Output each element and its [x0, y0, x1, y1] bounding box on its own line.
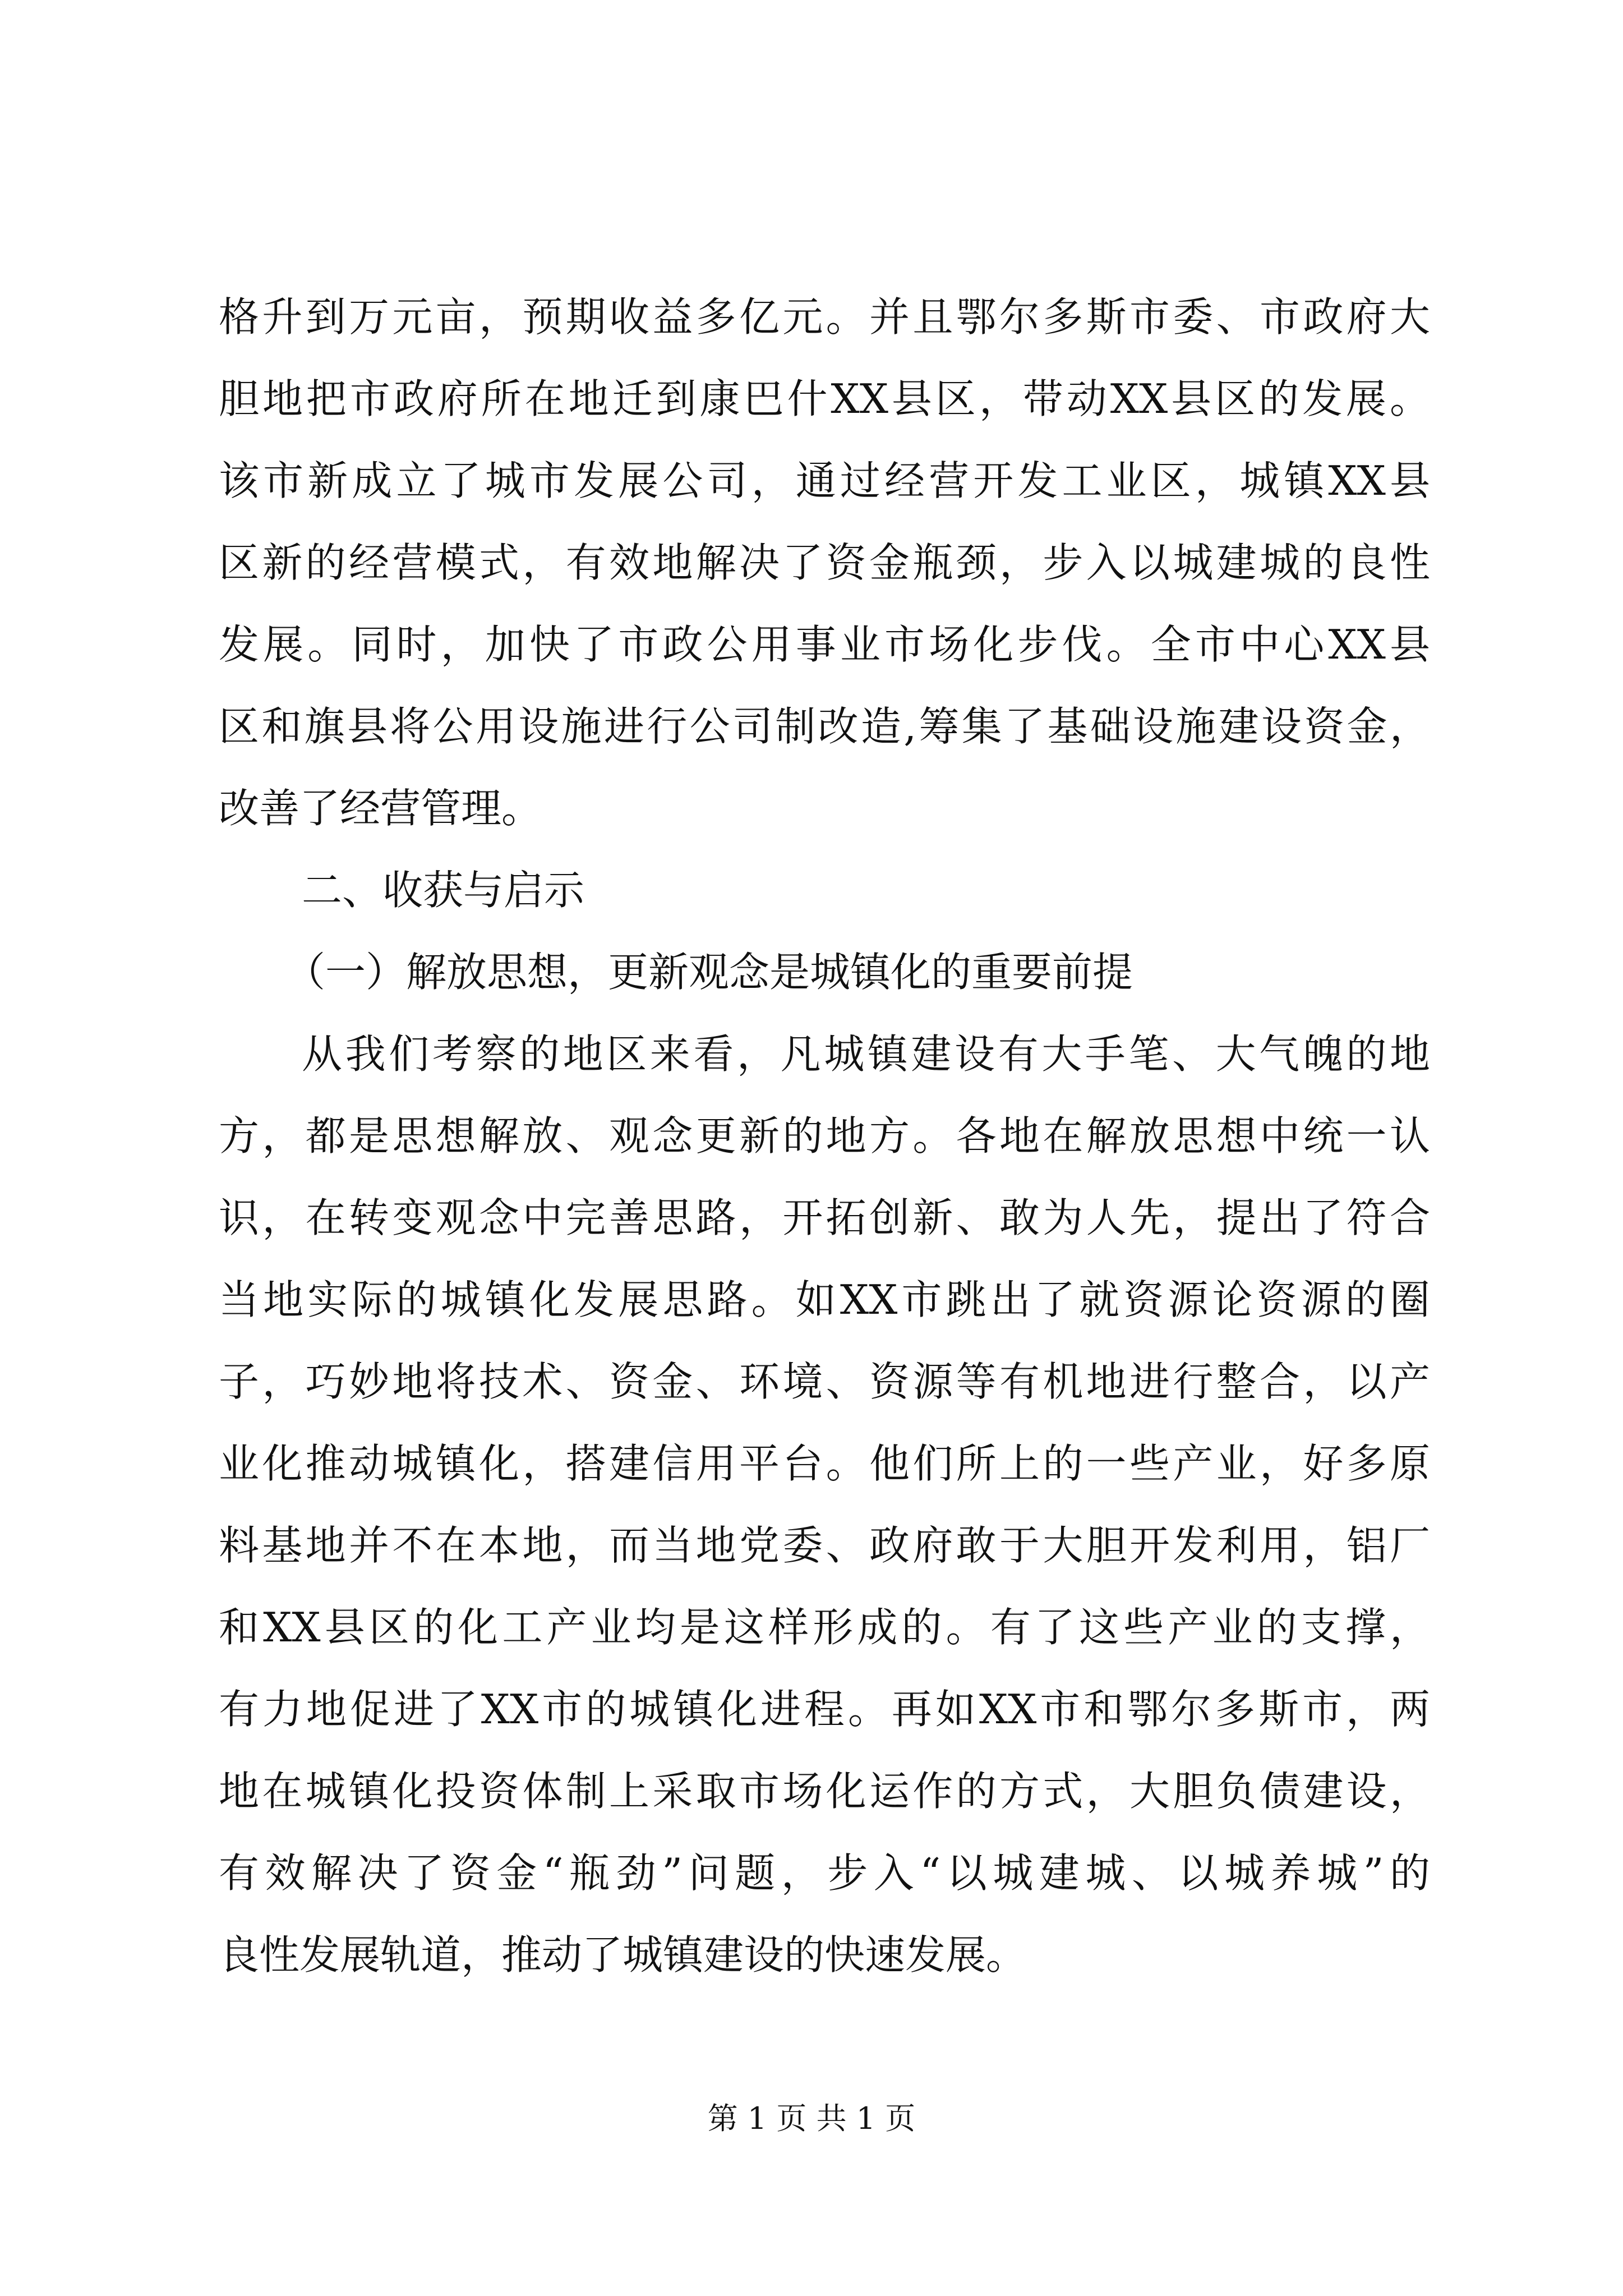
text-line-13: 当地实际的城镇化发展思路。如XX市跳出了就资源论资源的圈 [219, 1276, 1430, 1323]
text-line-20: 有效解决了资金“瓶劲”问题，步入“以城建城、以城养城”的 [219, 1849, 1430, 1897]
text-line-2: 胆地把市政府所在地迁到康巴什XX县区，带动XX县区的发展。 [219, 375, 1430, 422]
text-line-10: 从我们考察的地区来看，凡城镇建设有大手笔、大气魄的地 [302, 1030, 1430, 1078]
text-line-16: 料基地并不在本地，而当地党委、政府敢于大胆开发利用，铝厂 [219, 1522, 1430, 1569]
text-line-14: 子，巧妙地将技术、资金、环境、资源等有机地进行整合，以产 [219, 1358, 1430, 1405]
section-heading: 二、收获与启示 [302, 867, 585, 914]
text-line-12: 识，在转变观念中完善思路，开拓创新、敢为人先，提出了符合 [219, 1194, 1430, 1241]
text-line-21: 良性发展轨道，推动了城镇建设的快速发展。 [219, 1931, 1027, 1978]
text-line-15: 业化推动城镇化，搭建信用平台。他们所上的一些产业，好多原 [219, 1440, 1430, 1487]
text-line-7: 改善了经营管理。 [219, 785, 542, 832]
text-line-17: 和XX县区的化工产业均是这样形成的。有了这些产业的支撑， [219, 1604, 1430, 1651]
text-line-19: 地在城镇化投资体制上采取市场化运作的方式，大胆负债建设， [219, 1768, 1430, 1815]
page-footer: 第 1 页 共 1 页 [707, 2101, 916, 2136]
text-line-3: 该市新成立了城市发展公司，通过经营开发工业区，城镇XX县 [219, 457, 1430, 504]
text-line-18: 有力地促进了XX市的城镇化进程。再如XX市和鄂尔多斯市，两 [219, 1686, 1430, 1733]
text-line-4: 区新的经营模式，有效地解决了资金瓶颈，步入以城建城的良性 [219, 539, 1430, 586]
text-line-5: 发展。同时，加快了市政公用事业市场化步伐。全市中心XX县 [219, 621, 1430, 668]
text-line-1: 格升到万元亩，预期收益多亿元。并且鄂尔多斯市委、市政府大 [219, 293, 1430, 341]
subsection-heading: （一）解放思想，更新观念是城镇化的重要前提 [285, 949, 1133, 996]
text-line-11: 方，都是思想解放、观念更新的地方。各地在解放思想中统一认 [219, 1112, 1430, 1159]
text-line-6: 区和旗县将公用设施进行公司制改造,筹集了基础设施建设资金， [219, 703, 1430, 750]
